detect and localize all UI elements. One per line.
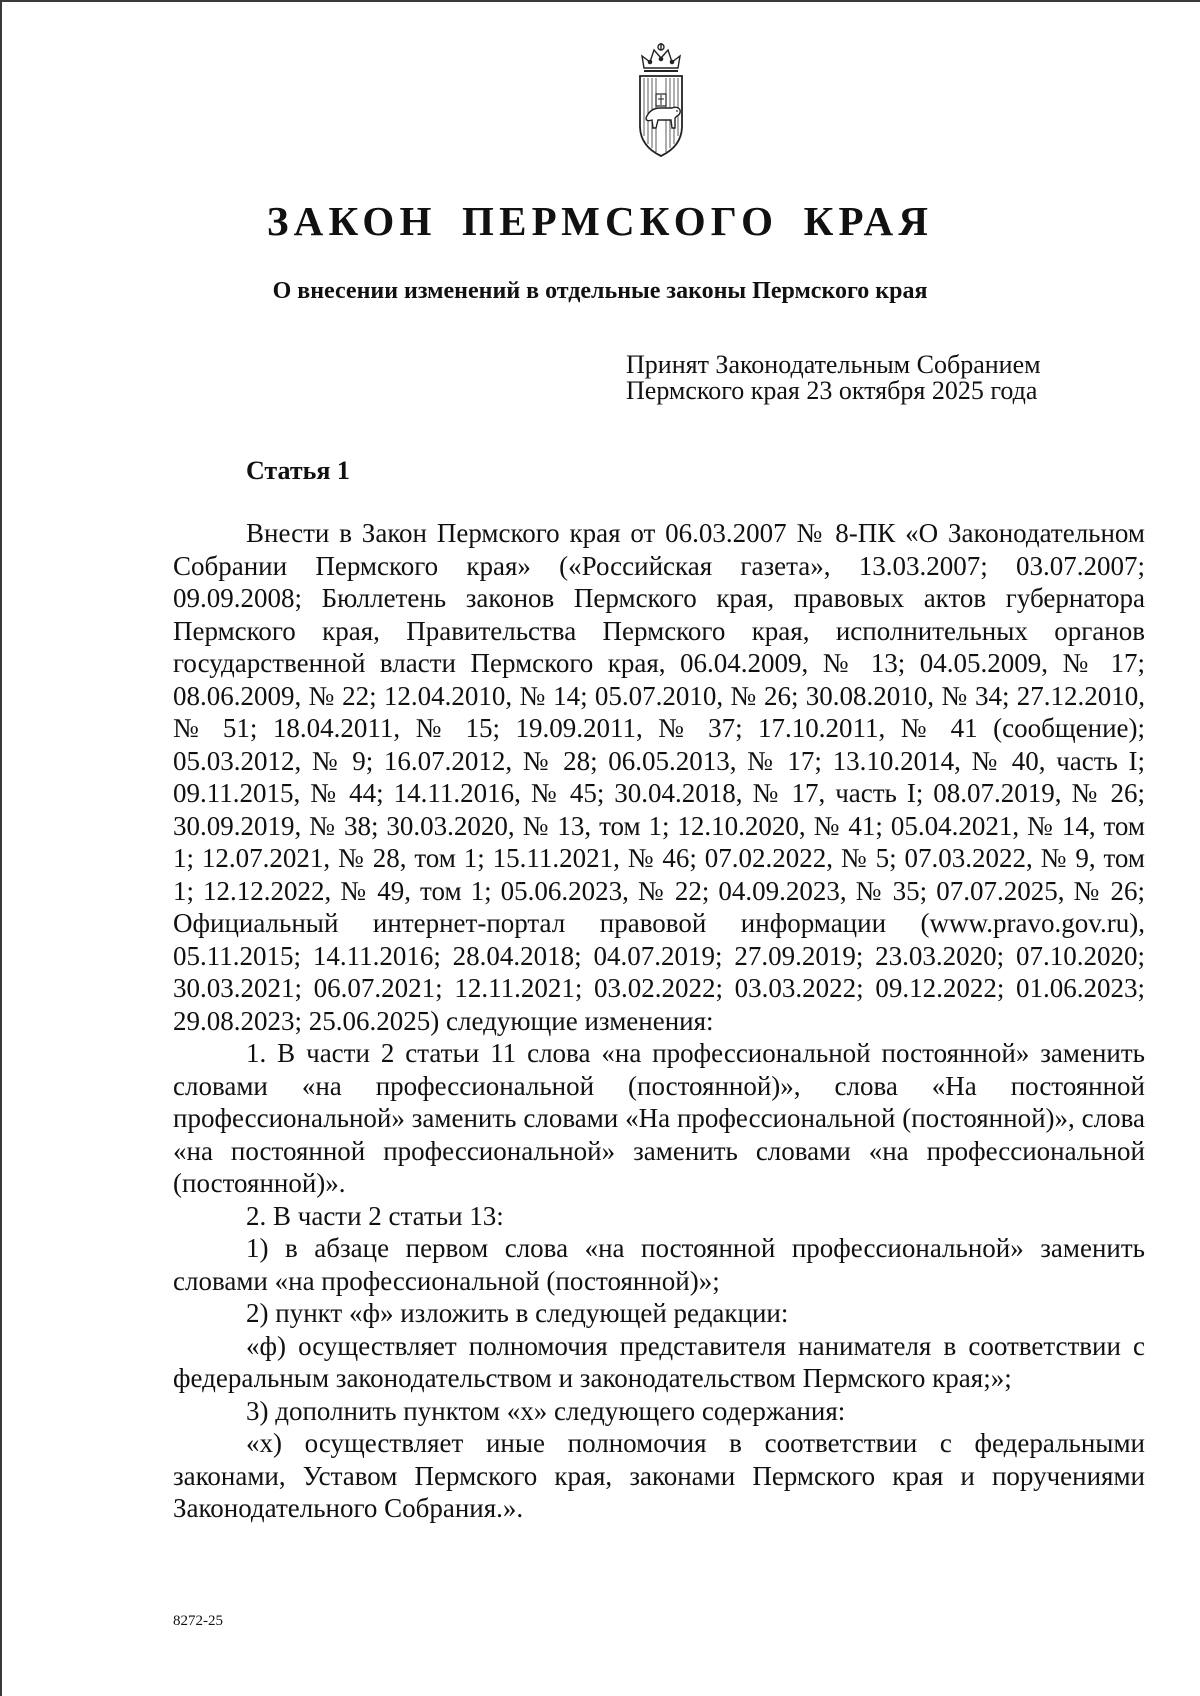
adoption-note — [626, 352, 1041, 404]
page-edge-top — [0, 0, 1200, 2]
article-paragraph: 1) в абзаце первом слова «на постоянной профессиональной» заменить словами «на профессиональной (постоянной)»; — [173, 1233, 1145, 1296]
coat-of-arms-emblem — [620, 42, 702, 160]
article-paragraph: Внести в Закон Пермского края от 06.03.2007 № 8-ПК «О Законодательном Собрании Пермского края» («Российская газета», 13.03.2007; 03.07.2007; 09.09.2008; Бюллетень законов Пермского края, правовых актов губернатора Пермского края, Правительства Пермского края, исполнительных органов государственной власти Пермского края, 06.04.2009, № 13; 04.05.2009, № 17; 08.06.2009, № 22; 12.04.2010, № 14; 05.07.2010, № 26; 30.08.2010, № 34; 27.12.2010, № 51; 18.04.2011, № 15; 19.09.2011, № 37; 17.10.2011, № 41 (сообщение); 05.03.2012, № 9; 16.07.2012, № 28; 06.05.2013, № 17; 13.10.2014, № 40, часть I; 09.11.2015, № 44; 14.11.2016, № 45; 30.04.2018, № 17, часть I; 08.07.2019, № 26; 30.09.2019, № 38; 30.03.2020, № 13, том 1; 12.10.2020, № 41; 05.04.2021, № 14, том 1; 12.07.2021, № 28, том 1; 15.11.2021, № 46; 07.02.2022, № 5; 07.03.2022, № 9, том 1; 12.12.2022, № 49, том 1; 05.06.2023, № 22; 04.09.2023, № 35; 07.07.2025, № 26; Официальный интернет-портал правовой информации (www.pravo.gov.ru), 05.11.2015; 14.11.2016; 28.04.2018; 04.07.2019; 27.09.2019; 23.03.2020; 07.10.2020; 30.03.2021; 06.07.2021; 12.11.2021; 03.02.2022; 03.03.2022; 09.12.2022; 01.06.2023; 29.08.2023; 25.06.2025) следующие изменения: — [173, 518, 1145, 1036]
article-paragraph: 3) дополнить пунктом «х» следующего содержания: — [246, 1395, 846, 1426]
article-body — [173, 517, 1145, 1525]
article-paragraph: «х) осуществляет иные полномочия в соответствии с федеральными законами, Уставом Пермского края, законами Пермского края и поручениями Законодательного Собрания.». — [173, 1428, 1145, 1523]
article-heading: Статья 1 — [246, 456, 350, 485]
page-edge-left — [0, 0, 2, 1696]
article-paragraph: 2) пункт «ф» изложить в следующей редакции: — [246, 1298, 789, 1328]
article-paragraph: 1. В части 2 статьи 11 слова «на профессиональной постоянной» заменить словами «на профессиональной (постоянной)», слова «На постоянной профессиональной» заменить словами «На профессиональной (постоянной)», слова «на постоянной профессиональной» заменить словами «на профессиональной (постоянной)». — [173, 1038, 1145, 1198]
law-title: ЗАКОН ПЕРМСКОГО КРАЯ — [266, 198, 934, 244]
article-paragraph: 2. В части 2 статьи 13: — [246, 1200, 504, 1231]
article-paragraph: «ф) осуществляет полномочия представителя нанимателя в соответствии с федеральным законодательством и законодательством Пермского края;»; — [173, 1330, 1145, 1393]
law-subtitle: О внесении изменений в отдельные законы Пермского края — [272, 278, 928, 304]
document-code: 8272-25 — [173, 1613, 223, 1629]
adoption-note-line: Пермского края 23 октября 2025 года — [626, 376, 1038, 405]
adoption-note-line: Принят Законодательным Собранием — [626, 350, 1041, 379]
